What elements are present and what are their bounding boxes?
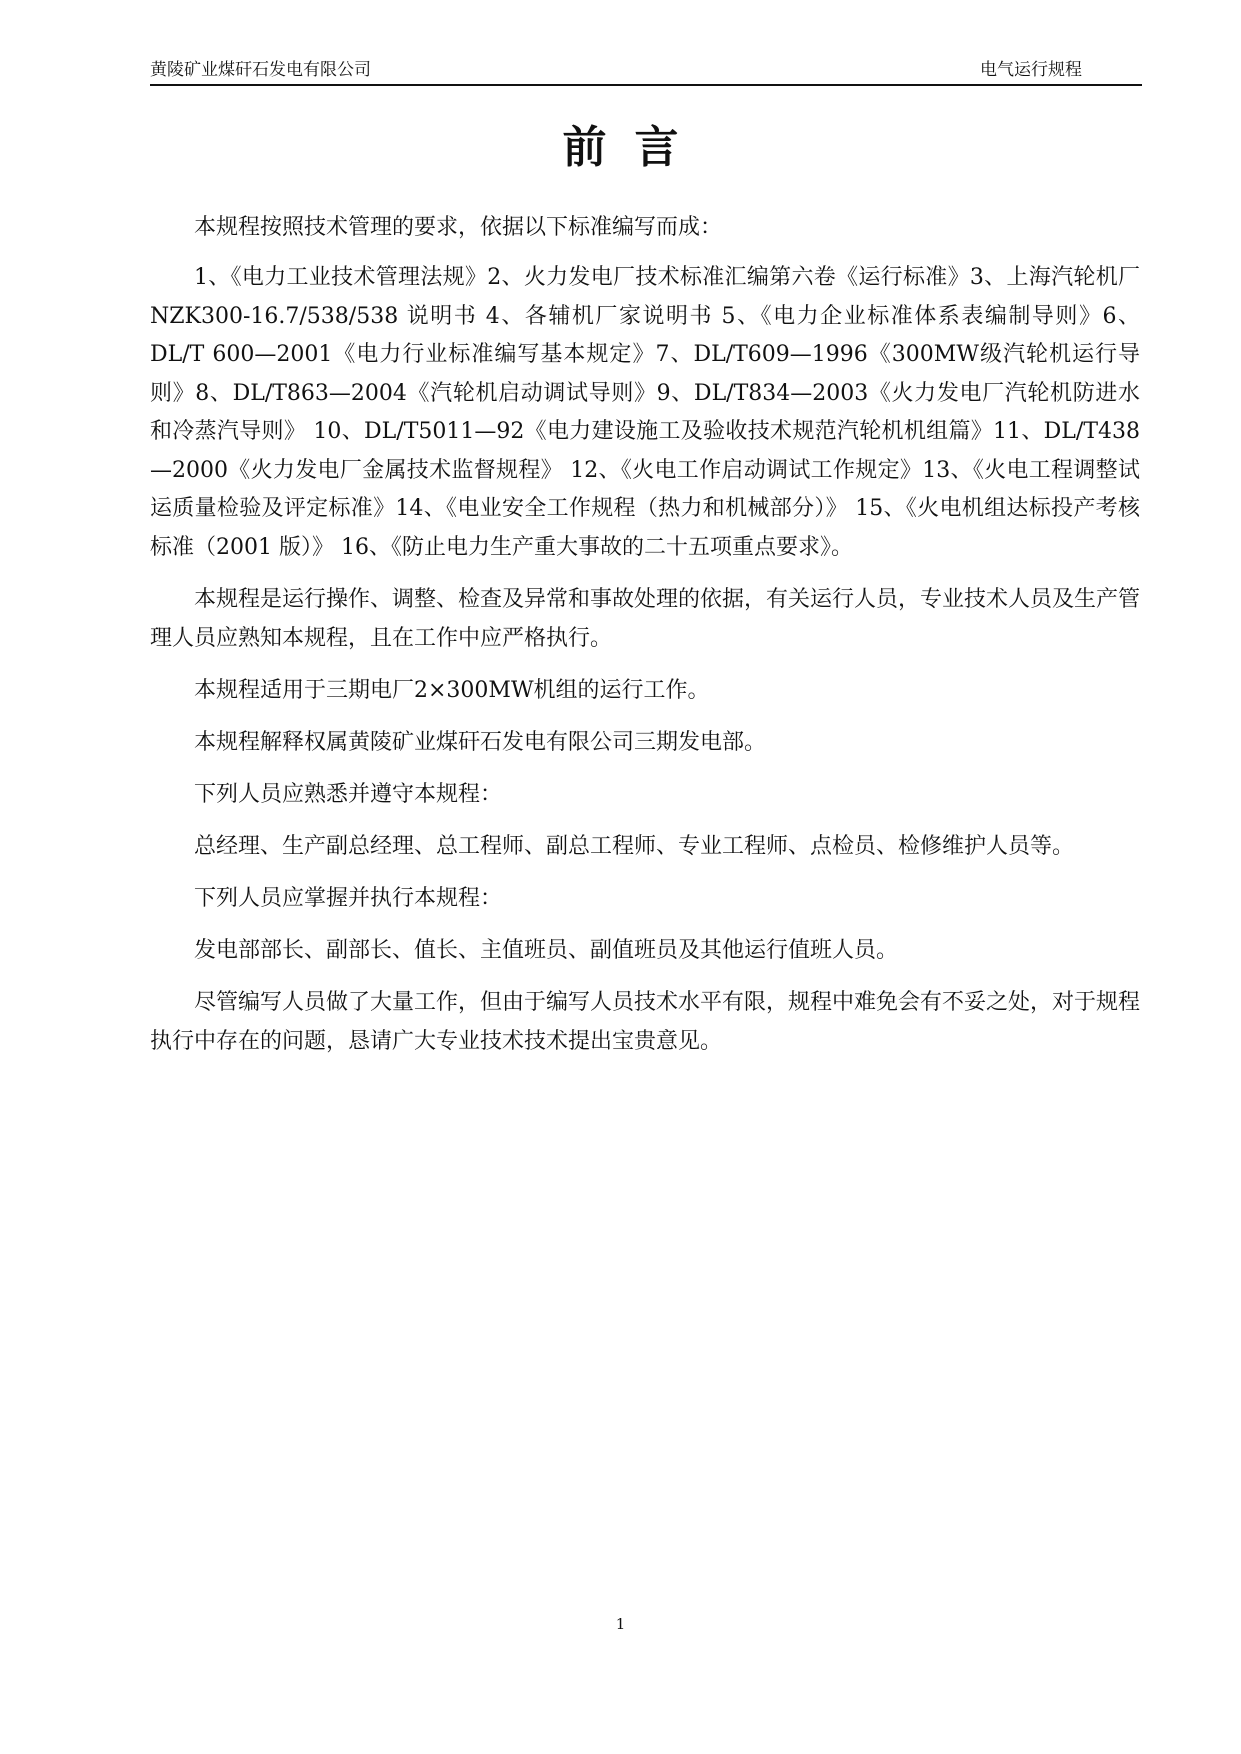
standards-list-paragraph: 1、《电力工业技术管理法规》2、火力发电厂技术标准汇编第六卷《运行标准》3、上海汽轮机厂 NZK300-16.7/538/538 说明书 4、各辅机厂家说明书 5、《电力企业标准体系表编制导则》6、DL/T 600—2001《电力行业标准编写基本规定》7、DL/T609—1996《300MW级汽轮机运行导则》8、DL/T863—2004《汽轮机启动调试导则》9、DL/T834—2003《火力发电厂汽轮机防进水和冷蒸汽导则》 10、DL/T5011—92《电力建设施工及验收技术规范汽轮机机组篇》11、DL/T438—2000《火力发电厂金属技术监督规程》 12、《火电工作启动调试工作规定》13、《火电工程调整试运质量检验及评定标准》14、《电业安全工作规程（热力和机械部分）》 15、《火电机组达标投产考核标准（2001 版）》 16、《防止电力生产重大事故的二十五项重点要求》。 (150, 265, 1140, 560)
intro-paragraph: 本规程按照技术管理的要求，依据以下标准编写而成： (194, 215, 723, 240)
purpose-paragraph: 本规程是运行操作、调整、检查及异常和事故处理的依据，有关运行人员，专业技术人员及生产管理人员应熟知本规程，且在工作中应严格执行。 (150, 587, 1141, 651)
interpretation-paragraph: 本规程解释权属黄陵矿业煤矸石发电有限公司三期发电部。 (194, 730, 767, 755)
header-company-name: 黄陵矿业煤矸石发电有限公司 (150, 60, 371, 80)
familiarize-heading: 下列人员应熟悉并遵守本规程： (194, 782, 503, 807)
master-personnel: 发电部部长、副部长、值长、主值班员、副值班员及其他运行值班人员。 (194, 938, 899, 963)
page-title: 前言 (562, 122, 707, 173)
page-header (150, 56, 1142, 86)
familiarize-personnel: 总经理、生产副总经理、总工程师、副总工程师、专业工程师、点检员、检修维护人员等。 (194, 834, 1075, 859)
header-document-name: 电气运行规程 (980, 60, 1082, 80)
page-number: 1 (615, 1615, 626, 1633)
master-heading: 下列人员应掌握并执行本规程： (194, 886, 503, 911)
document-body (150, 208, 1140, 1061)
scope-paragraph: 本规程适用于三期电厂2×300MW机组的运行工作。 (194, 678, 710, 703)
closing-paragraph: 尽管编写人员做了大量工作，但由于编写人员技术水平有限，规程中难免会有不妥之处，对于规程执行中存在的问题，恳请广大专业技术技术提出宝贵意见。 (150, 990, 1141, 1054)
